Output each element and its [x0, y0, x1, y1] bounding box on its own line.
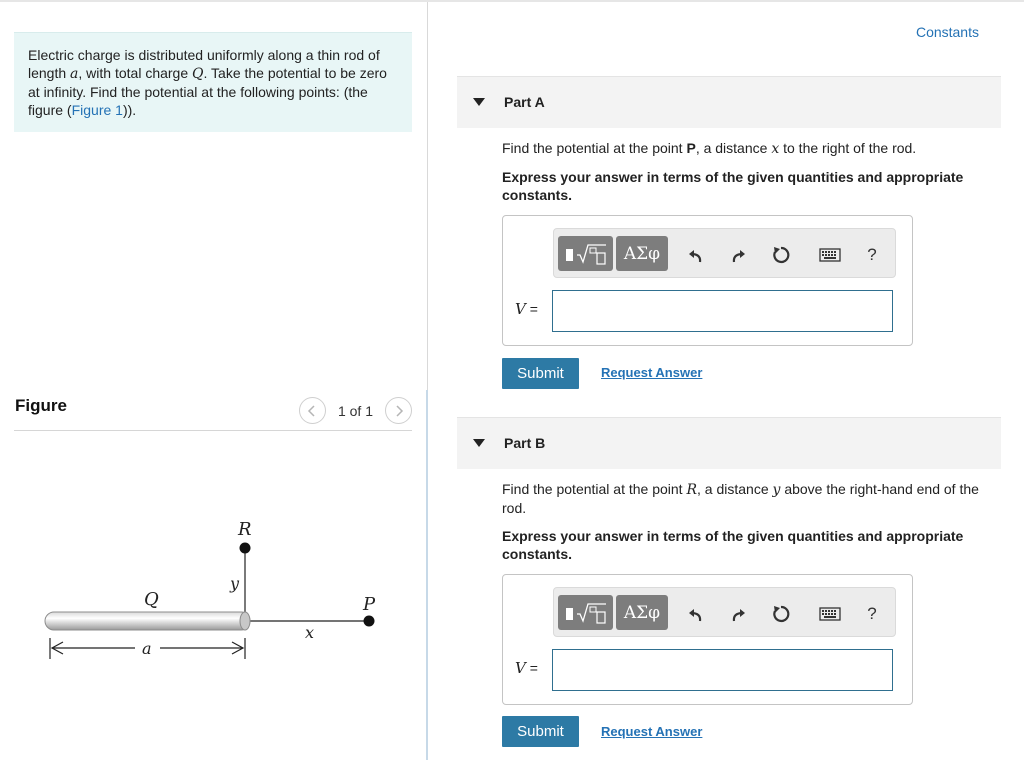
previous-figure-button[interactable]: [299, 397, 326, 424]
chevron-right-icon: [394, 405, 404, 417]
symbols-button[interactable]: ΑΣφ: [616, 595, 668, 630]
reset-button[interactable]: [768, 601, 794, 627]
question-text: , a distance: [695, 140, 772, 156]
part-b-request-answer-link[interactable]: Request Answer: [601, 724, 703, 739]
part-a-answer-box: [502, 215, 913, 346]
part-b-header[interactable]: [457, 417, 1001, 469]
answer-equals: =: [525, 660, 538, 676]
keyboard-button[interactable]: [817, 601, 843, 627]
problem-text: Electric charge is distributed uniformly along a thin rod of length: [28, 47, 380, 81]
part-a-title: Part A: [504, 94, 545, 110]
collapse-caret-icon: [473, 439, 485, 447]
part-b-submit-button[interactable]: Submit: [502, 716, 579, 747]
math-template-icon: [564, 242, 608, 266]
math-template-button[interactable]: [558, 236, 613, 271]
part-a-question: [502, 139, 1002, 158]
answer-var: V: [515, 659, 526, 677]
question-var: y: [772, 482, 781, 498]
answer-equals: =: [525, 301, 538, 317]
part-b-answer-box: [502, 574, 913, 705]
top-divider: [0, 0, 1024, 2]
part-a-request-answer-link[interactable]: Request Answer: [601, 365, 703, 380]
label-p: P: [363, 594, 376, 615]
collapse-caret-icon: [473, 98, 485, 106]
answer-label: [515, 659, 538, 677]
question-point: P: [686, 140, 696, 156]
undo-icon: [687, 606, 705, 622]
help-button[interactable]: ?: [867, 245, 877, 264]
help-button[interactable]: ?: [867, 604, 877, 623]
figure-pager: [299, 397, 412, 424]
figure-link[interactable]: Figure 1: [71, 102, 123, 118]
figure-page-count: 1 of 1: [337, 402, 373, 419]
var-a: a: [70, 66, 79, 82]
question-text: to the right of the rod.: [779, 140, 917, 156]
label-r: R: [238, 519, 252, 540]
part-a-header[interactable]: [457, 76, 1001, 128]
label-x: x: [305, 623, 315, 642]
part-b-answer-input[interactable]: [552, 649, 893, 691]
var-q: Q: [192, 66, 204, 82]
undo-button[interactable]: [683, 601, 709, 627]
keyboard-icon: [819, 607, 841, 621]
rod-end: [240, 612, 250, 630]
redo-button[interactable]: [725, 601, 751, 627]
keyboard-button[interactable]: [817, 242, 843, 268]
constants-link[interactable]: Constants: [915, 24, 979, 40]
point-p: [364, 616, 375, 627]
undo-icon: [687, 247, 705, 263]
part-b-question: [502, 480, 1002, 517]
reset-icon: [771, 245, 791, 265]
figure-header: [14, 393, 412, 431]
question-text: Find the potential at the point: [502, 481, 687, 497]
column-divider: [427, 2, 428, 390]
point-r: [240, 543, 251, 554]
question-text: Find the potential at the point: [502, 140, 687, 156]
problem-text: . Take the potential to be zero at infinity. Find the potential at the following points: (the figure (: [28, 65, 387, 118]
chevron-left-icon: [307, 405, 317, 417]
label-a: a: [142, 639, 152, 658]
reset-button[interactable]: [768, 242, 794, 268]
part-a-submit-button[interactable]: Submit: [502, 358, 579, 389]
next-figure-button[interactable]: [385, 397, 412, 424]
problem-text: )).: [122, 102, 137, 118]
undo-button[interactable]: [683, 242, 709, 268]
part-a-instruction: Express your answer in terms of the given quantities and appropriate constants.: [502, 169, 964, 203]
charged-rod: [45, 612, 250, 630]
reset-icon: [771, 604, 791, 624]
label-y: y: [230, 574, 240, 593]
answer-label: [515, 300, 538, 318]
rod-figure: [30, 505, 400, 675]
question-text: above the right-hand end of the rod.: [502, 481, 979, 516]
question-var: x: [771, 141, 780, 157]
question-text: , a distance: [697, 481, 773, 497]
problem-text: , with total charge: [78, 65, 193, 81]
part-a-answer-input[interactable]: [552, 290, 893, 332]
problem-statement: [14, 32, 412, 132]
label-q: Q: [144, 589, 159, 610]
redo-button[interactable]: [725, 242, 751, 268]
math-template-button[interactable]: [558, 595, 613, 630]
symbols-button[interactable]: ΑΣφ: [616, 236, 668, 271]
redo-icon: [729, 247, 747, 263]
keyboard-icon: [819, 248, 841, 262]
answer-var: V: [515, 300, 526, 318]
figure-title: Figure: [15, 396, 67, 415]
redo-icon: [729, 606, 747, 622]
math-template-icon: [564, 601, 608, 625]
column-resize-handle[interactable]: [426, 390, 428, 760]
part-b-instruction: Express your answer in terms of the given quantities and appropriate constants.: [502, 528, 964, 562]
math-toolbar: [553, 228, 896, 278]
part-b-title: Part B: [504, 435, 546, 451]
math-toolbar: [553, 587, 896, 637]
question-point: R: [686, 482, 698, 498]
